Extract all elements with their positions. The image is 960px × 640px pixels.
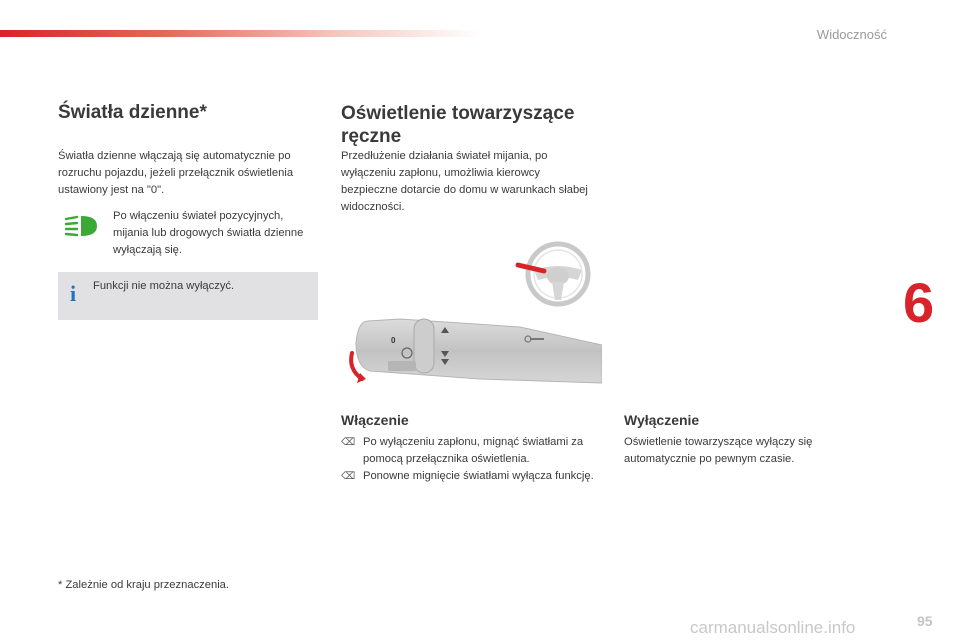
- watermark: carmanualsonline.info: [690, 618, 856, 637]
- bullet-icon: ⌫: [341, 437, 356, 448]
- steering-wheel-illustration: [514, 238, 592, 310]
- top-accent-bar: [0, 30, 480, 37]
- footnote: * Zależnie od kraju przeznaczenia.: [58, 579, 230, 591]
- stalk-position-zero-label: 0: [391, 336, 396, 345]
- turn-off-paragraph: Oświetlenie towarzyszące wyłączy się automatycznie po pewnym czasie.: [624, 436, 813, 465]
- lighting-stalk-illustration: [340, 313, 602, 385]
- list-item: [341, 468, 603, 485]
- info-box: [58, 272, 318, 320]
- list-item: [341, 434, 603, 468]
- turn-on-step-1: Po wyłączeniu zapłonu, mignąć światłami za pomocą przełącznika oświetlenia.: [363, 436, 584, 465]
- daytime-lights-title: Światła dzienne*: [58, 102, 207, 123]
- chapter-number: 6: [903, 271, 935, 334]
- turn-on-steps: [341, 434, 603, 485]
- daytime-lights-icon-note: Po włączeniu świateł pozycyjnych, mijania lub drogowych światła dzienne wyłączają się.: [113, 210, 304, 256]
- section-header: Widoczność: [816, 27, 887, 42]
- daytime-running-light-icon: [64, 212, 100, 238]
- daytime-lights-paragraph: Światła dzienne włączają się automatycznie po rozruchu pojazdu, jeżeli przełącznik oświetlenia ustawiony jest na "0".: [58, 150, 294, 196]
- turn-on-title: Włączenie: [341, 412, 409, 428]
- bullet-icon: ⌫: [341, 471, 356, 482]
- info-icon: i: [70, 281, 77, 306]
- info-box-text: Funkcji nie można wyłączyć.: [93, 280, 235, 292]
- follow-me-home-title: Oświetlenie towarzyszące ręczne: [341, 103, 575, 147]
- turn-off-title: Wyłączenie: [624, 412, 700, 428]
- follow-me-home-paragraph: Przedłużenie działania świateł mijania, po wyłączeniu zapłonu, umożliwia kierowcy bezpieczne dotarcie do domu w warunkach słabej widoczności.: [341, 150, 588, 213]
- turn-on-step-2: Ponowne mignięcie światłami wyłącza funkcję.: [363, 470, 594, 482]
- page-number: 95: [917, 613, 933, 629]
